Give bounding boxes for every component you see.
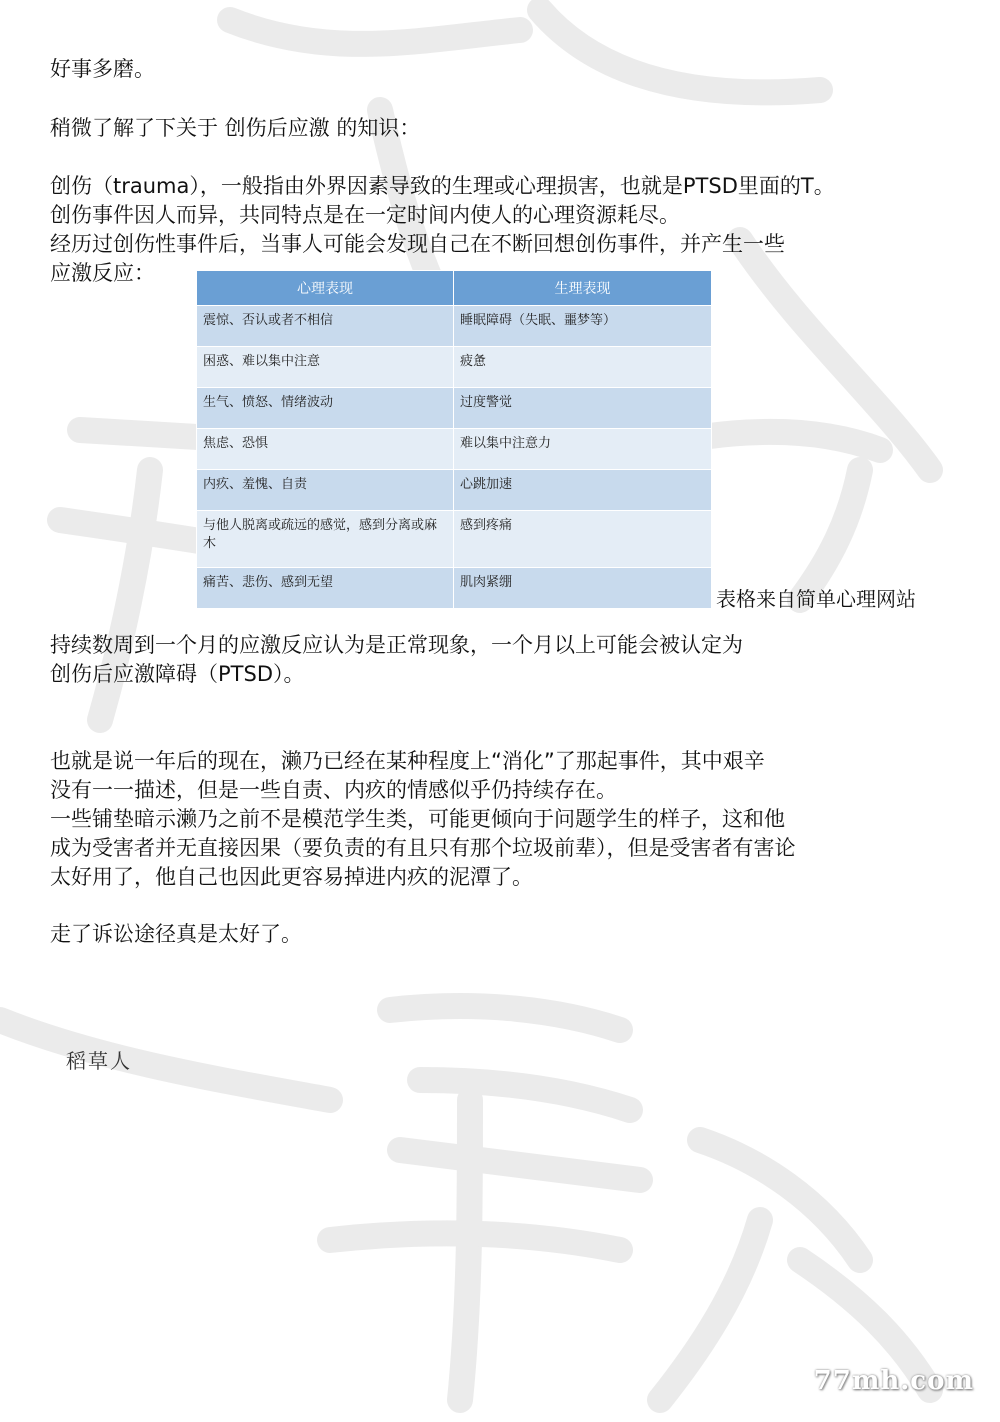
- table-cell: 肌肉紧绷: [454, 568, 711, 608]
- table-cell: 心跳加速: [454, 470, 711, 510]
- text-line: 一些铺垫暗示濑乃之前不是模范学生类，可能更倾向于问题学生的样子，这和他: [50, 807, 785, 831]
- stress-reactions-table: [196, 270, 712, 609]
- text-line: 好事多磨。: [50, 57, 155, 81]
- text-line: 成为受害者并无直接因果（要负责的有且只有那个垃圾前辈），但是受害者有害论: [50, 836, 796, 860]
- text-line: 创伤（trauma），一般指由外界因素导致的生理或心理损害，也就是PTSD里面的T。: [50, 174, 835, 198]
- table-cell: 睡眠障碍（失眠、噩梦等）: [454, 306, 711, 346]
- table-cell: 过度警觉: [454, 388, 711, 428]
- paragraph-opening: [50, 55, 155, 84]
- paragraph-analysis: [50, 747, 796, 892]
- table-row: [197, 388, 711, 428]
- text-line: 创伤后应激障碍（PTSD）。: [50, 662, 305, 686]
- table-row: [197, 470, 711, 510]
- text-line: 持续数周到一个月的应激反应认为是正常现象，一个月以上可能会被认定为: [50, 633, 743, 657]
- table-source-caption: 表格来自简单心理网站: [716, 587, 916, 611]
- paragraph-intro: [50, 114, 420, 143]
- text-line: 太好用了，他自己也因此更容易掉进内疚的泥潭了。: [50, 865, 533, 889]
- table-row: [197, 306, 711, 346]
- table-row: [197, 568, 711, 608]
- table-cell: 震惊、否认或者不相信: [197, 306, 453, 346]
- table-cell: 生气、愤怒、情绪波动: [197, 388, 453, 428]
- column-header-psychological: 心理表现: [197, 271, 453, 305]
- paragraph-closing: [50, 920, 302, 949]
- table-row: [197, 347, 711, 387]
- table-row: [197, 511, 711, 567]
- text-line: 走了诉讼途径真是太好了。: [50, 922, 302, 946]
- table-cell: 难以集中注意力: [454, 429, 711, 469]
- table-cell: 焦虑、恐惧: [197, 429, 453, 469]
- author-signature: 稻草人: [66, 1049, 132, 1073]
- text-line: 稍微了解了下关于 创伤后应激 的知识：: [50, 116, 421, 140]
- table-header-row: [197, 271, 711, 305]
- table-row: [197, 429, 711, 469]
- text-line: 也就是说一年后的现在，濑乃已经在某种程度上“消化”了那起事件，其中艰辛: [50, 749, 765, 773]
- table-cell: 痛苦、悲伤、感到无望: [197, 568, 453, 608]
- column-header-physiological: 生理表现: [454, 271, 711, 305]
- site-watermark-text: 77mh.com: [813, 1366, 974, 1396]
- table-cell: 疲惫: [454, 347, 711, 387]
- text-line: 没有一一描述，但是一些自责、内疚的情感似乎仍持续存在。: [50, 778, 617, 802]
- text-line: 创伤事件因人而异，共同特点是在一定时间内使人的心理资源耗尽。: [50, 203, 680, 227]
- table-cell: 困惑、难以集中注意: [197, 347, 453, 387]
- table-cell: 与他人脱离或疏远的感觉，感到分离或麻木: [197, 511, 453, 567]
- text-line: 应激反应：: [50, 261, 155, 285]
- table-cell: 内疚、羞愧、自责: [197, 470, 453, 510]
- table-cell: 感到疼痛: [454, 511, 711, 567]
- paragraph-ptsd-criteria: [50, 631, 743, 689]
- text-line: 经历过创伤性事件后，当事人可能会发现自己在不断回想创伤事件，并产生一些: [50, 232, 785, 256]
